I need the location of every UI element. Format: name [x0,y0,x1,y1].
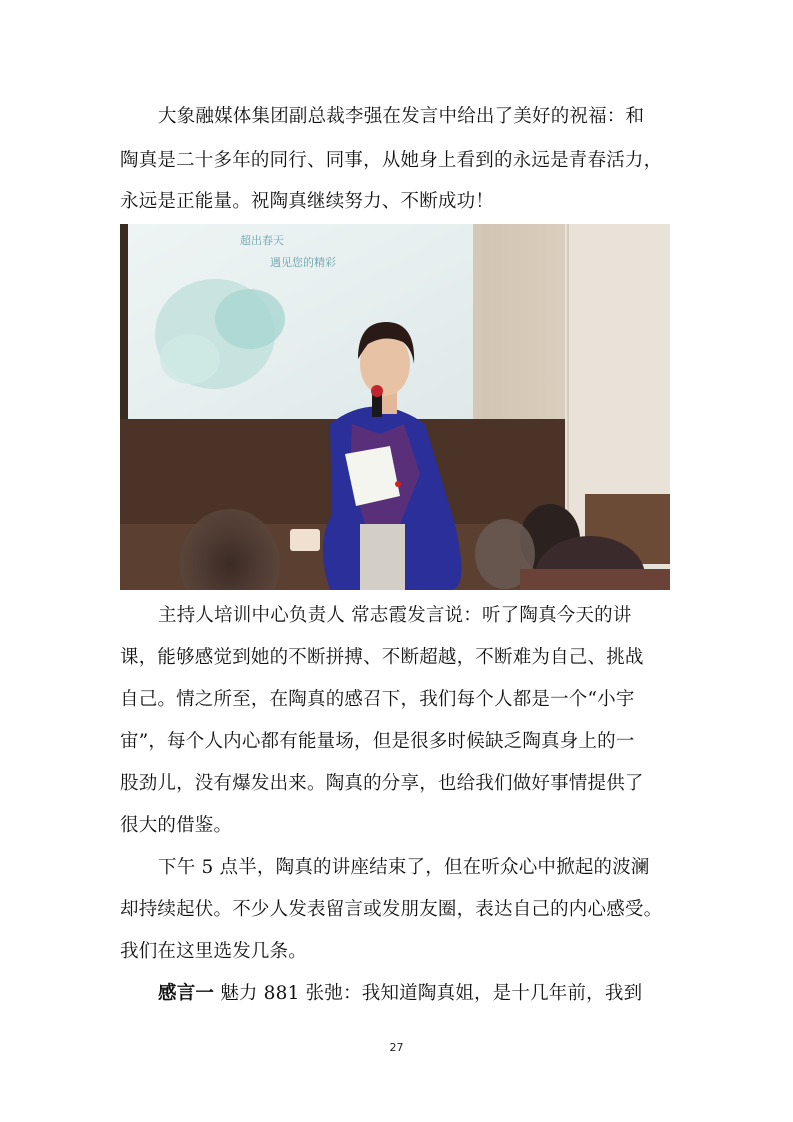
screen-text-line1: 超出春天 [240,234,284,247]
paragraph2-line5: 股劲儿，没有爆发出来。陶真的分享，也给我们做好事情提供了 [120,773,644,794]
paragraph1-line1: 大象融媒体集团副总裁李强在发言中给出了美好的祝福：和 [158,106,645,127]
paragraph3-line1: 下午 5 点半，陶真的讲座结束了，但在听众心中掀起的波澜 [158,857,650,878]
testimonial-text: 魅力 881 张弛：我知道陶真姐，是十几年前，我到 [214,983,643,1004]
paragraph2-line3: 自己。情之所至，在陶真的感召下，我们每个人都是一个“小宇 [120,689,635,710]
page-number: 27 [389,1041,404,1054]
paragraph3-line2: 却持续起伏。不少人发表留言或发朋友圈，表达自己的内心感受。 [120,899,663,920]
screen-text-line2: 遇见您的精彩 [270,256,336,269]
paragraph3-line3: 我们在这里选发几条。 [120,941,308,962]
table-cup [290,529,320,551]
paragraph2-line6: 很大的借鉴。 [120,815,233,836]
paragraph2-line1: 主持人培训中心负责人 常志霞发言说：听了陶真今天的讲 [158,605,632,626]
speaker-photo-illustration [120,224,670,590]
paragraph1-line3: 永远是正能量。祝陶真继续努力、不断成功！ [120,191,495,212]
speaker-photo [120,224,670,590]
testimonial-label: 感言一 [158,983,215,1004]
paragraph4-line1 [158,982,676,1006]
paragraph2-line2: 课，能够感觉到她的不断拼搏、不断超越，不断难为自己、挑战 [120,647,644,668]
paragraph1-line2: 陶真是二十多年的同行、同事，从她身上看到的永远是青春活力， [120,150,663,171]
paragraph2-line4: 宙”，每个人内心都有能量场，但是很多时候缺乏陶真身上的一 [120,731,635,752]
